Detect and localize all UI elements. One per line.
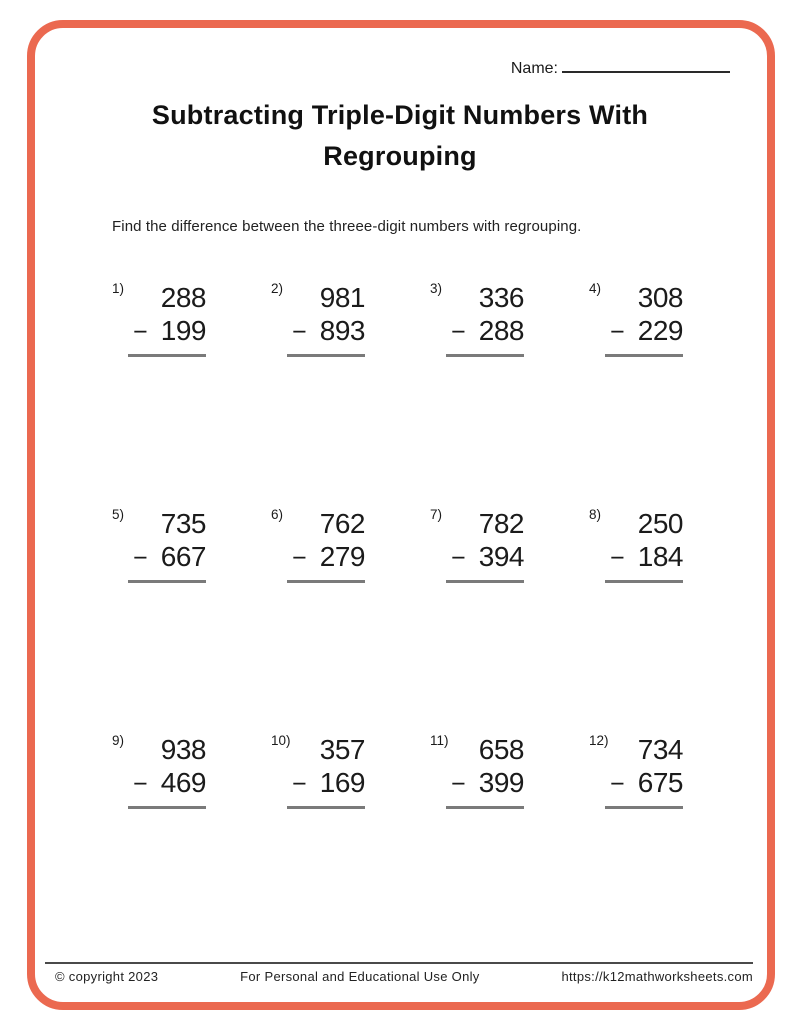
subtrahend-row xyxy=(287,314,365,349)
subtrahend-row xyxy=(446,766,524,801)
minus-sign: − xyxy=(292,770,307,798)
footer xyxy=(55,969,753,984)
minuend: 250 xyxy=(637,508,683,539)
footer-divider xyxy=(45,962,753,964)
problem-number: 5) xyxy=(112,507,125,522)
subtrahend-row xyxy=(446,314,524,349)
minus-sign: − xyxy=(451,318,466,346)
answer-line xyxy=(128,354,206,357)
footer-usage-note: For Personal and Educational Use Only xyxy=(240,969,480,984)
problem-4 xyxy=(589,281,683,358)
minuend: 938 xyxy=(160,734,206,765)
problem-number: 2) xyxy=(271,281,284,296)
problem-number: 8) xyxy=(589,507,602,522)
problem-2 xyxy=(271,281,365,358)
problem-body xyxy=(605,507,683,583)
minuend: 658 xyxy=(478,734,524,765)
problem-5 xyxy=(112,507,206,584)
problem-body xyxy=(128,281,206,357)
subtrahend: 394 xyxy=(478,541,524,572)
subtrahend: 279 xyxy=(319,541,365,572)
minuend: 288 xyxy=(160,282,206,313)
minuend: 357 xyxy=(319,734,365,765)
subtrahend: 469 xyxy=(160,767,206,798)
subtrahend-row xyxy=(446,540,524,575)
minus-sign: − xyxy=(292,318,307,346)
problem-12 xyxy=(589,733,683,810)
page-title-line2: Regrouping xyxy=(323,141,477,171)
minus-sign: − xyxy=(610,318,625,346)
problem-number: 4) xyxy=(589,281,602,296)
problem-number: 11) xyxy=(430,733,449,748)
subtrahend-row xyxy=(605,540,683,575)
subtrahend-row xyxy=(605,766,683,801)
problem-number: 10) xyxy=(271,733,291,748)
problem-6 xyxy=(271,507,365,584)
minus-sign: − xyxy=(292,544,307,572)
subtrahend-row xyxy=(287,766,365,801)
problem-9 xyxy=(112,733,206,810)
subtrahend-row xyxy=(128,314,206,349)
subtrahend: 229 xyxy=(637,315,683,346)
name-blank-line xyxy=(562,58,730,73)
problem-number: 6) xyxy=(271,507,284,522)
problem-body xyxy=(446,507,524,583)
answer-line xyxy=(287,580,365,583)
problem-number: 7) xyxy=(430,507,443,522)
answer-line xyxy=(287,354,365,357)
answer-line xyxy=(605,580,683,583)
problem-body xyxy=(287,733,365,809)
subtrahend: 199 xyxy=(160,315,206,346)
subtrahend: 893 xyxy=(319,315,365,346)
answer-line xyxy=(446,580,524,583)
problem-3 xyxy=(430,281,524,358)
problem-11 xyxy=(430,733,524,810)
minuend: 782 xyxy=(478,508,524,539)
problem-10 xyxy=(271,733,365,810)
subtrahend-row xyxy=(605,314,683,349)
problem-7 xyxy=(430,507,524,584)
name-row xyxy=(511,58,730,78)
problem-body xyxy=(446,733,524,809)
subtrahend-row xyxy=(287,540,365,575)
subtrahend-row xyxy=(128,766,206,801)
problems-grid xyxy=(112,281,683,810)
problem-number: 12) xyxy=(589,733,609,748)
problem-body xyxy=(446,281,524,357)
answer-line xyxy=(446,354,524,357)
problem-body xyxy=(287,281,365,357)
subtrahend: 675 xyxy=(637,767,683,798)
subtrahend: 667 xyxy=(160,541,206,572)
subtrahend: 184 xyxy=(637,541,683,572)
minus-sign: − xyxy=(610,770,625,798)
footer-site-url: https://k12mathworksheets.com xyxy=(561,969,753,984)
problem-8 xyxy=(589,507,683,584)
minus-sign: − xyxy=(451,770,466,798)
subtrahend: 288 xyxy=(478,315,524,346)
answer-line xyxy=(128,580,206,583)
instruction-text: Find the difference between the threee-digit numbers with regrouping. xyxy=(112,218,582,235)
problem-number: 3) xyxy=(430,281,443,296)
minus-sign: − xyxy=(610,544,625,572)
minuend: 762 xyxy=(319,508,365,539)
subtrahend: 169 xyxy=(319,767,365,798)
footer-copyright: © copyright 2023 xyxy=(55,969,159,984)
answer-line xyxy=(128,806,206,809)
minuend: 336 xyxy=(478,282,524,313)
minuend: 981 xyxy=(319,282,365,313)
subtrahend: 399 xyxy=(478,767,524,798)
answer-line xyxy=(287,806,365,809)
answer-line xyxy=(605,806,683,809)
minus-sign: − xyxy=(133,318,148,346)
problem-body xyxy=(128,507,206,583)
answer-line xyxy=(605,354,683,357)
minus-sign: − xyxy=(133,770,148,798)
minus-sign: − xyxy=(133,544,148,572)
problem-body xyxy=(287,507,365,583)
problem-number: 9) xyxy=(112,733,125,748)
minuend: 308 xyxy=(637,282,683,313)
problem-1 xyxy=(112,281,206,358)
problem-body xyxy=(128,733,206,809)
name-label: Name: xyxy=(510,60,558,77)
problem-body xyxy=(605,281,683,357)
page-title xyxy=(40,95,760,177)
problem-number: 1) xyxy=(112,281,125,296)
page-title-line1: Subtracting Triple-Digit Numbers With xyxy=(151,100,649,130)
answer-line xyxy=(446,806,524,809)
minuend: 735 xyxy=(160,508,206,539)
problem-body xyxy=(605,733,683,809)
minus-sign: − xyxy=(451,544,466,572)
subtrahend-row xyxy=(128,540,206,575)
minuend: 734 xyxy=(637,734,683,765)
